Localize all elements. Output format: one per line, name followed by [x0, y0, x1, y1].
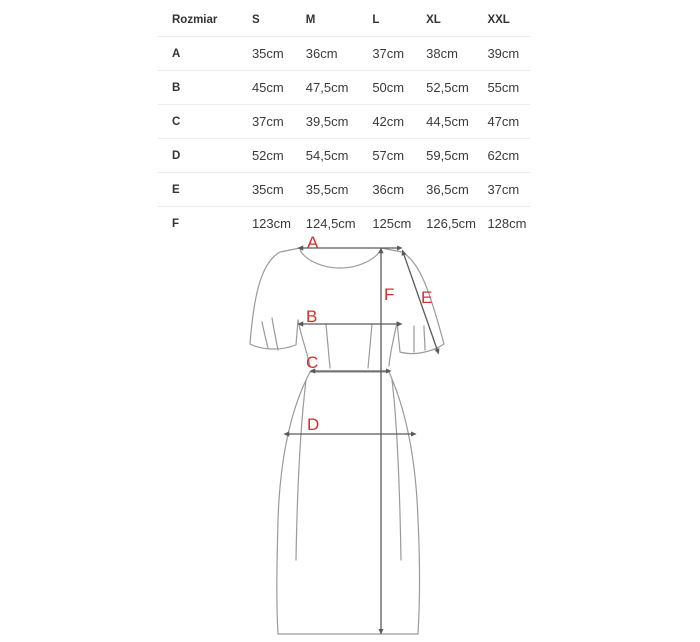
- table-cell: 52cm: [251, 148, 284, 163]
- label-a: A: [307, 233, 319, 252]
- table-cell: 45cm: [251, 80, 284, 95]
- label-c: C: [306, 353, 319, 372]
- header-size-xxl: XXL: [487, 13, 510, 26]
- table-cell: 39cm: [487, 46, 520, 61]
- table-cell: 57cm: [372, 148, 405, 163]
- row-label: F: [172, 217, 180, 230]
- label-d: D: [307, 415, 320, 434]
- table-cell: 38cm: [426, 46, 458, 61]
- table-cell: 123cm: [251, 216, 291, 231]
- header-size-label: Rozmiar: [172, 13, 218, 26]
- table-cell: 47,5cm: [305, 80, 349, 95]
- dress-skirt-right: [389, 372, 420, 634]
- table-cell: 44,5cm: [426, 114, 469, 129]
- header-size-xl: XL: [426, 13, 441, 26]
- dress-bodice-darts: [326, 324, 372, 368]
- dress-left-sleeve-folds: [262, 318, 278, 350]
- table-cell: 35cm: [251, 46, 284, 61]
- table-cell: 59,5cm: [426, 148, 469, 163]
- header-size-l: L: [372, 13, 380, 26]
- row-label: C: [172, 115, 181, 128]
- table-cell: 36cm: [305, 46, 338, 61]
- table-cell: 125cm: [372, 216, 412, 231]
- dress-right-sleeve-folds: [414, 326, 425, 352]
- dress-bodice-right: [389, 322, 397, 366]
- header-size-m: M: [305, 13, 316, 26]
- table-cell: 54,5cm: [305, 148, 349, 163]
- table-cell: 126,5cm: [426, 216, 477, 231]
- table-cell: 37cm: [372, 46, 405, 61]
- header-size-s: S: [251, 13, 260, 26]
- table-cell: 35,5cm: [305, 182, 349, 197]
- dress-skirt-seams: [296, 380, 401, 560]
- label-b: B: [306, 307, 318, 326]
- row-label: B: [172, 81, 181, 94]
- label-f: F: [384, 285, 395, 304]
- table-cell: 52,5cm: [426, 80, 469, 95]
- dress-skirt-left: [277, 372, 310, 634]
- table-cell: 39,5cm: [305, 114, 349, 129]
- table-cell: 42cm: [372, 114, 405, 129]
- table-cell: 35cm: [251, 182, 284, 197]
- table-cell: 50cm: [372, 80, 405, 95]
- table-cell: 62cm: [487, 148, 520, 163]
- row-label: D: [172, 149, 181, 162]
- table-cell: 47cm: [487, 114, 520, 129]
- table-cell: 124,5cm: [305, 216, 356, 231]
- table-cell: 36cm: [372, 182, 405, 197]
- table-cell: 55cm: [487, 80, 520, 95]
- row-label: E: [172, 183, 180, 196]
- label-e: E: [421, 288, 433, 307]
- row-label: A: [172, 47, 181, 60]
- table-cell: 37cm: [487, 182, 520, 197]
- table-cell: 36,5cm: [426, 182, 469, 197]
- table-cell: 128cm: [487, 216, 527, 231]
- table-cell: 37cm: [251, 114, 284, 129]
